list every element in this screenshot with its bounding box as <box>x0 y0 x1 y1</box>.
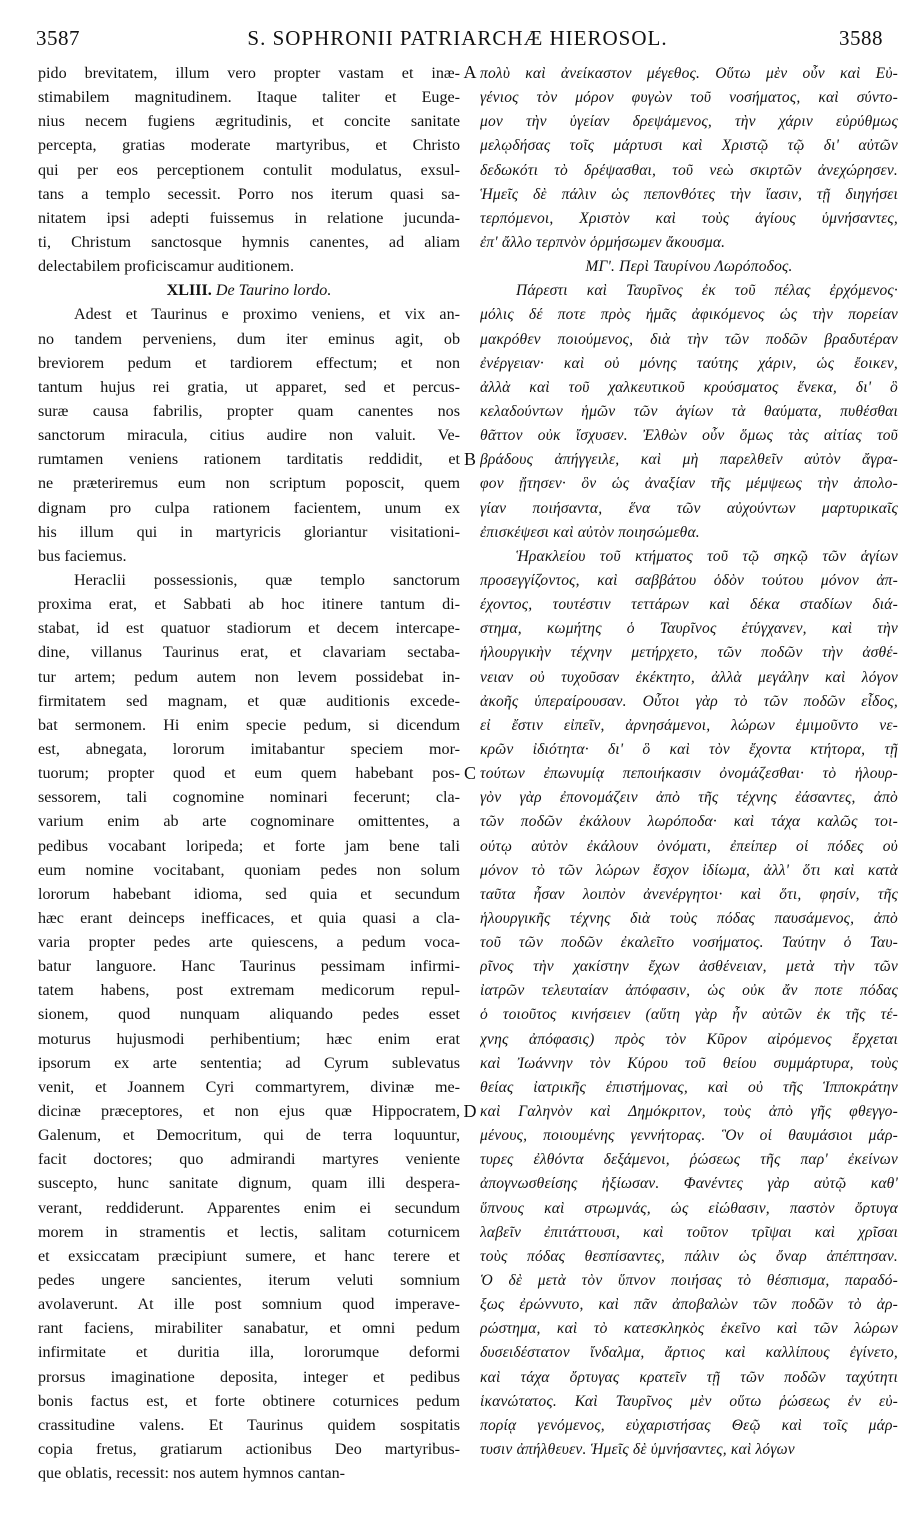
greek-paragraph-3-line: λαβεῖν ἐπιτάττουσι, καὶ τοῦτον τρῖψαι καὶ χρῖσαι <box>480 1223 898 1241</box>
latin-paragraph-1-line: tans a templo secessit. Porro nos iterum quasi sa- <box>38 185 460 203</box>
greek-paragraph-3-line: τυσιν ἀπήλθευεν. Ἡμεῖς δὲ ὑμνήσαντες, καὶ λόγων <box>480 1441 795 1459</box>
latin-paragraph-3-line: proxima erat, et Sabbati ab hoc itinere tantum di- <box>38 596 460 614</box>
greek-paragraph-1-line: μελῳδήσας τοῖς μάρτυσι καὶ Χριστῷ τῷ δι' αὐτῶν <box>480 137 898 155</box>
latin-paragraph-3-line: Heraclii possessionis, quæ templo sanctorum <box>74 571 460 589</box>
margin-marker-c: C <box>463 763 476 783</box>
greek-paragraph-3-line: καὶ Γαληνὸν καὶ Δημόκριτον, τοὺς ἀπὸ γῆς φθεγγο- <box>480 1103 898 1121</box>
latin-paragraph-3-line: lororum habebant idioma, sed quia et secundum <box>38 885 460 903</box>
latin-paragraph-3-line: varium enim ab arte cognominare omittentes, a <box>38 813 460 831</box>
greek-paragraph-3-line: νειαν οὐ τυχοῦσαν ἐκέκτητο, ἀλλὰ μεγάλην καὶ λόγον <box>480 668 898 686</box>
greek-chapter-heading: ΜΓʹ. Περὶ Ταυρίνου Λωρόποδος. <box>585 258 793 276</box>
latin-paragraph-3-line: sionem, quod nunquam aliquando pedes esset <box>38 1006 460 1024</box>
latin-paragraph-3-line: et exsiccatam præcipiunt sumere, et hanc terere et <box>38 1247 460 1265</box>
latin-chapter-heading <box>38 279 460 303</box>
greek-paragraph-3-line: ούτῳ αὐτὸν ἐκάλουν ὀνόματι, ἐπείπερ οἱ πόδες οὐ <box>480 837 898 855</box>
greek-paragraph-2-line: ἐνέργειαν· καὶ οὐ μόνης ταύτης χάριν, ὡς ἔοικεν, <box>480 354 898 372</box>
latin-paragraph-2-line: bus faciemus. <box>38 547 127 565</box>
greek-paragraph-3-line: τυρες ἐλθόντα δεξάμενοι, ῥώσεως τῆς παρ' ἐκείνων <box>480 1151 898 1169</box>
latin-chapter-title: De Taurino lordo. <box>215 282 332 300</box>
latin-paragraph-1-line: nitatem ipsi adepti fuissemus in relatione jucunda- <box>38 209 460 227</box>
greek-paragraph-1-line: τερπόμενοι, Χριστὸν καὶ τοὺς ἁγίους ὑμνήσαντες, <box>480 209 898 227</box>
greek-paragraph-3-line: ἡλουργικὴν τέχνην μετήρχετο, τῶν ποδῶν τὴν ἀσθέ- <box>480 644 898 662</box>
latin-paragraph-3-line: sessorem, tali cognomine nominari fecerunt; cla- <box>38 789 460 807</box>
greek-paragraph-3-line: τοῦ τῶν ποδῶν ἐκαλεῖτο νοσήματος. Ταύτην ὁ Ταυ- <box>480 934 898 952</box>
latin-paragraph-3-line: infirmitate et duritia illa, lororumque deformi <box>38 1344 460 1362</box>
greek-paragraph-3-line: χνης ἀπόφασις) πρὸς τὸν Κῦρον αἰρόμενος ἔρχεται <box>480 1030 898 1048</box>
greek-paragraph-3-line: ἰατρῶν τελευταίαν ἀπόφασιν, ὡς οὐκ ἄν ποτε πόδας <box>480 982 898 1000</box>
greek-paragraph-3-line: κρῶν ἰδιότητα· δι' ὃ καὶ τὸν ἔχοντα κτήτορα, τῇ <box>480 740 898 758</box>
greek-paragraph-2-line: βράδους ἀπήγγειλε, καὶ μὴ παρελθεῖν αὐτὸν ἄγρα- <box>480 451 898 469</box>
greek-paragraph-2-line: ἀλλὰ καὶ τοῦ χαλκευτικοῦ κρούσματος ἕνεκα, δι' ὃ <box>480 378 898 396</box>
latin-paragraph-2-line: ne præteriremus eum non scriptum poposcit, quem <box>38 475 460 493</box>
greek-paragraph-3-line: ὁ τοιοῦτος κινήσειεν (αὕτη γὰρ ἦν αὐτῶν ἐκ τῆς τέ- <box>480 1006 898 1024</box>
greek-column <box>480 62 898 1532</box>
greek-paragraph-3-line: μόνον τὸ τῶν λώρων ἔσχον ἰδίωμα, ἀλλ' ὅτι καὶ κατὰ <box>480 861 898 879</box>
latin-paragraph-3-line: stabat, id est quatuor stadiorum et decem intercape- <box>38 620 460 638</box>
latin-paragraph-3-line: eum nomine vocitabant, quoniam pedes non solum <box>38 861 460 879</box>
latin-paragraph-2-line: no tandem perveniens, dum iter eminus agit, ob <box>38 330 460 348</box>
latin-column <box>38 62 460 1532</box>
latin-paragraph-2-line: sanctorum miracula, citius audire non valuit. Ve- <box>38 427 460 445</box>
latin-paragraph-1-line: pido brevitatem, illum vero propter vastam et inæ- <box>38 65 460 82</box>
latin-paragraph-3-line: rant faciens, mirabiliter sanabatur, et omni pedum <box>38 1320 460 1338</box>
latin-paragraph-3-line: morem in stramentis et lectis, salitam coturnicem <box>38 1223 460 1241</box>
greek-paragraph-3-line: εἰ ἔστιν εἰπεῖν, ἀρνησάμενοι, λώρων ἐμιμοῦντο νε- <box>480 716 898 734</box>
greek-paragraph-3-line: καὶ Ἰωάννην τὸν Κύρου τοῦ θείου συμμάρτυρα, τοὺς <box>480 1054 898 1072</box>
margin-marker-d: D <box>463 1101 477 1121</box>
greek-paragraph-3-line: τούτων ἐπωνυμίᾳ πεποιήκασιν ὀνομάζεσθαι· τὸ ἡλουρ- <box>480 765 898 783</box>
greek-paragraph-3-line: μένους, ποιουμένης γεννήτορας. Ὃν οἱ θαυμάσιοι μάρ- <box>480 1127 898 1145</box>
latin-paragraph-2-line: Adest et Taurinus e proximo veniens, et vix an- <box>74 306 460 324</box>
latin-paragraph-3-line: moturus hujusmodi perhibentium; hæc enim erat <box>38 1030 460 1048</box>
greek-paragraph-3-line: ἀκοῆς ὑπεραίρουσαν. Οὗτοι γὰρ τὸ τῶν ποδῶν εἶδος, <box>480 692 898 710</box>
greek-paragraph-3-line: Ὁ δὲ μετὰ τὸν ὕπνον ποιήσας τὸ θέσπισμα, παραδό- <box>480 1272 898 1290</box>
latin-paragraph-3-line: firmitatem sed magnam, et quæ auditionis excede- <box>38 692 460 710</box>
latin-paragraph-3-line: prorsus imaginatione deposita, integer et pedibus <box>38 1368 460 1386</box>
latin-paragraph-2-line: dignam pro culpa rationem facientem, unum ex <box>38 499 460 517</box>
page-number-right: 3588 <box>839 26 883 50</box>
greek-paragraph-1-line: μον τὴν ὑγείαν δρεψάμενος, τὴν χάριν εὐρύθμως <box>480 113 898 131</box>
greek-paragraph-1-line: δεδωκότι τὸ δρέψασθαι, τοῦ νεὼ σκιρτῶν ἀνεχώρησεν. <box>480 161 898 179</box>
latin-paragraph-3-line: que oblatis, recessit: nos autem hymnos cantan- <box>38 1465 346 1483</box>
greek-paragraph-3-line: ταῦτα ἦσαν λοιπὸν ἀνενέργητοι· καὶ ὅτι, φησίν, τῆς <box>480 885 898 903</box>
latin-paragraph-3-line: batur languore. Hanc Taurinus pessimam infirmi- <box>38 958 460 976</box>
latin-paragraph-2-line: tantum hujus rei gratia, ut apparet, sed et percus- <box>38 378 460 396</box>
latin-paragraph-2-line: rumtamen veniens rationem tarditatis reddidit, et <box>38 451 460 469</box>
latin-paragraph-2-line: suræ causa fabrilis, propter quam canentes nos <box>38 402 460 420</box>
greek-paragraph-2-line: μακρόθεν ποιούμενος, διὰ τὴν τῶν ποδῶν βραδυτέραν <box>480 330 898 348</box>
latin-paragraph-3-line: ipsorum ex arte sententia; ad Cyrum sublevatus <box>38 1054 460 1072</box>
margin-marker-b: B <box>463 449 476 469</box>
latin-paragraph-3-line: dicinæ præceptores, et non ejus quæ Hippocratem, <box>38 1103 460 1121</box>
latin-paragraph-3-line: tur artem; pedum autem non levem possidebat in- <box>38 668 460 686</box>
latin-paragraph-1-line: stimabilem magnitudinem. Itaque taliter et Euge- <box>38 89 460 107</box>
latin-paragraph-3-line: suscepto, hunc sanitate dignum, quam illi despera- <box>38 1175 460 1193</box>
latin-paragraph-3-line: pedes ungere sancientes, iterum veluti somnium <box>38 1272 460 1290</box>
latin-paragraph-3-line: facit doctores; quo admirandi martyres veniente <box>38 1151 460 1169</box>
page-header <box>0 8 915 48</box>
greek-paragraph-1-line: πολὺ καὶ ἀνείκαστον μέγεθος. Οὕτω μὲν οὖν καὶ Εὐ- <box>480 65 898 82</box>
greek-paragraph-3-line: ὕπνους καὶ στρωμνάς, ὡς εἰώθασιν, παστὸν ὄρτυγα <box>480 1199 898 1217</box>
latin-paragraph-3-line: bat sermonem. Hi enim specie pedum, si dicendum <box>38 716 460 734</box>
greek-paragraph-3-line: ἱκανώτατος. Καὶ Ταυρῖνος μὲν οὕτω ῥώσεως ἐν εὐ- <box>480 1392 898 1410</box>
latin-paragraph-2-line: his illum qui in martyricis gloriantur visitationi- <box>38 523 460 541</box>
running-title: S. SOPHRONII PATRIARCHÆ HIEROSOL. <box>247 26 668 50</box>
greek-paragraph-2-line: φον ᾔτησεν· ὃν ὡς ἀναξίαν τῆς μέμψεως τὴν ἀπολο- <box>480 475 898 493</box>
latin-paragraph-1-line: ti, Christum sanctosque hymnis canentes, ad aliam <box>38 233 460 251</box>
greek-paragraph-1-line: γένιος τὸν μόρον φυγὼν τοῦ νοσήματος, καὶ σύντο- <box>480 89 898 107</box>
latin-paragraph-1-line: nius necem fugiens ægritudinis, et concite sanitate <box>38 113 460 131</box>
greek-paragraph-3-line: ξως ἐρώννυτο, καὶ πᾶν ἀποβαλὼν τῶν ποδῶν τὸ ἀρ- <box>480 1296 898 1314</box>
latin-paragraph-3-line: varia propter pedes arte quiescens, a pedum voca- <box>38 934 460 952</box>
greek-paragraph-2-line: Πάρεστι καὶ Ταυρῖνος ἐκ τοῦ πέλας ἐρχόμενος· <box>516 282 898 300</box>
latin-paragraph-1-line: delectabilem proficiscamur auditionem. <box>38 258 295 276</box>
greek-paragraph-3-line: θείας ἰατρικῆς ἐπιστήμονας, καὶ οὐ τῆς Ἱπποκράτην <box>480 1078 898 1096</box>
greek-paragraph-3-line: ἀπογνωσθείσης ἠξίωσαν. Φανέντες γὰρ αὐτῷ καθ' <box>480 1175 898 1193</box>
greek-paragraph-3-line: ρώστημα, καὶ τὸ κατεσκληκὸς ἐκεῖνο καὶ τῶν λώρων <box>480 1320 898 1338</box>
margin-marker-a: A <box>463 62 477 82</box>
latin-paragraph-1-line: percepta, gratias moderate martyribus, et Christo <box>38 137 460 155</box>
greek-paragraph-3-line: προσεγγίζοντος, καὶ σαββάτου ὁδὸν τούτου μόνον ἀπ- <box>480 571 898 589</box>
greek-paragraph-3-line: τῶν ποδῶν ἐκάλουν λωρόποδα· καὶ τάχα καλῶς τοι- <box>480 813 898 831</box>
page-number-left: 3587 <box>36 26 80 50</box>
greek-paragraph-2-line: θᾶττον οὐκ ἴσχυσεν. Ἐλθὼν οὖν ὅμως τὰς αἰτίας τοῦ <box>480 427 898 445</box>
latin-paragraph-3-line: bonis factus est, et forte obtinere coturnices pedum <box>38 1392 460 1410</box>
latin-paragraph-3-line: dine, villanus Taurinus erat, et clavariam sectaba- <box>38 644 460 662</box>
latin-paragraph-3-line: crassitudine valens. Et Taurinus quidem sospitatis <box>38 1416 460 1434</box>
latin-paragraph-3-line: pedibus vocabant loripeda; et forte jam bene tali <box>38 837 460 855</box>
latin-paragraph-3-line: tuorum; propter quod et eum quem habebant pos- <box>38 765 460 783</box>
greek-paragraph-2-line: ἐπισκέψεσι καὶ αὐτὸν ποιησώμεθα. <box>480 523 700 541</box>
greek-paragraph-2-line: γίαν ποιήσαντα, ἕνα τῶν αὐχούντων μαρτυρικαῖς <box>480 499 898 517</box>
greek-paragraph-3-line: έχοντος, τουτέστιν τεττάρων καὶ δέκα σταδίων διά- <box>480 596 898 614</box>
latin-paragraph-3-line: avolaverunt. At ille post somnium quod imperave- <box>38 1296 460 1314</box>
greek-paragraph-3-line: Ἡρακλείου τοῦ κτήματος τοῦ τῷ σηκῷ τῶν ἁγίων <box>516 547 898 565</box>
latin-paragraph-3-line: est, abnegata, lororum imitabantur speciem mor- <box>38 740 460 758</box>
latin-paragraph-3-line: verant, reddiderunt. Apparentes enim ei secundum <box>38 1199 460 1217</box>
greek-paragraph-3-line: γὸν γὰρ ἐπονομάζειν ἀπὸ τῆς τέχνης ἐάσαντες, ἀπὸ <box>480 789 898 807</box>
greek-paragraph-1-line: ἐπ' ἄλλο τερπνὸν ὁρμήσωμεν ἄκουσμα. <box>480 233 726 251</box>
greek-paragraph-2-line: κελαδούντων ἡμῶν τῶν ἁγίων τὰ θαύματα, πυθέσθαι <box>480 402 898 420</box>
latin-paragraph-3-line: hæc erant deinceps inefficaces, et quia quasi a cla- <box>38 909 460 927</box>
latin-paragraph-2-line: breviorem pedum et tardiorem effectum; et non <box>38 354 460 372</box>
greek-paragraph-3-line: πορίᾳ γενόμενος, εὐχαριστήσας Θεῷ καὶ τοῖς μάρ- <box>480 1416 898 1434</box>
greek-paragraph-3-line: δυσειδέστατον ἴνδαλμα, ἄρτιος καὶ καλλίπους ἐγίνετο, <box>480 1344 898 1362</box>
greek-paragraph-3-line: ρῖνος τὴν χακίστην ἔχων ἀσθένειαν, μετὰ τὴν τῶν <box>480 958 898 976</box>
greek-paragraph-1-line: Ἡμεῖς δὲ πάλιν ὡς πεπονθότες τὴν ἴασιν, τῇ διηγήσει <box>480 185 898 203</box>
greek-paragraph-2-line: μόλις δέ ποτε πρὸς ἡμᾶς ἀφικόμενος ὡς τὴν πορείαν <box>480 306 898 324</box>
greek-paragraph-3-line: καὶ τάχα ὄρτυγας κρατεῖν τῇ τῶν ποδῶν ταχύτητι <box>480 1368 898 1386</box>
greek-paragraph-3-line: στημα, κωμήτης ὁ Ταυρῖνος ἐτύγχανεν, καὶ τὴν <box>480 620 898 638</box>
latin-paragraph-3-line: tatem habens, post extremam medicorum repul- <box>38 982 460 1000</box>
latin-paragraph-1-line: qui per eos perceptionem contulit modulatus, exsul- <box>38 161 460 179</box>
latin-chapter-number: XLIII. <box>166 282 212 300</box>
latin-paragraph-3-line: copia fretus, gratiarum actionibus Deo martyribus- <box>38 1441 460 1459</box>
greek-paragraph-3-line: τοὺς πόδας θεσπίσαντες, πάλιν ὡς ὄναρ ἀπέπτησαν. <box>480 1247 898 1265</box>
latin-paragraph-3-line: Galenum, et Democritum, qui de terra loquuntur, <box>38 1127 460 1145</box>
latin-paragraph-3-line: venit, et Joannem Cyri commartyrem, divinæ me- <box>38 1078 460 1096</box>
greek-paragraph-3-line: ἡλουργικῆς τέχνης διὰ τοὺς πόδας παυσάμενος, ἀπὸ <box>480 909 898 927</box>
